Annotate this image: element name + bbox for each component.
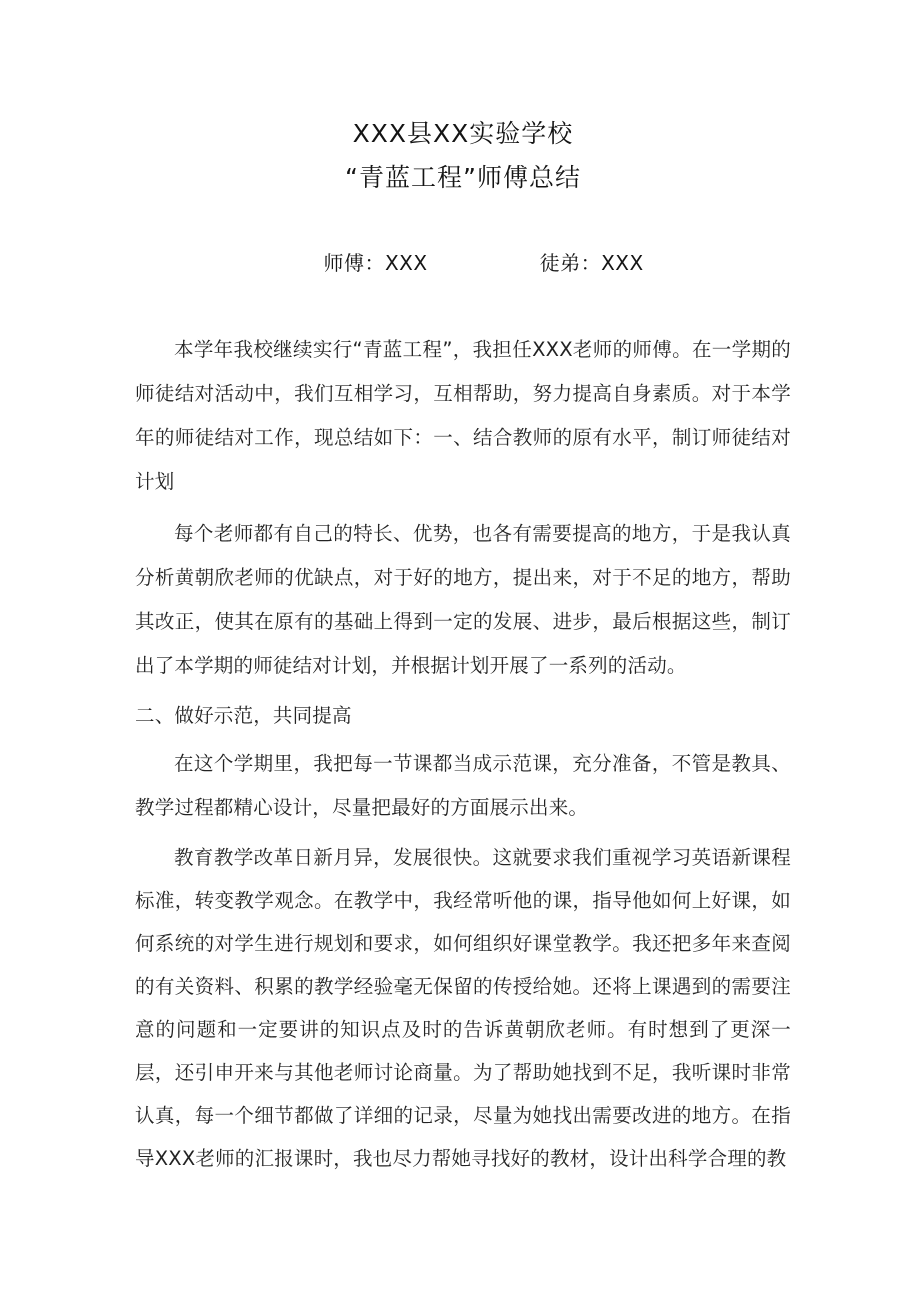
document-title-line-1: XXX县XX实验学校 — [352, 119, 574, 148]
body-paragraph-1: 本学年我校继续实行“青蓝工程”，我担任XXX老师的师傅。在一学期的师徒结对活动中，我们互相学习，互相帮助，努力提高自身素质。对于本学年的师徒结对工作，现总结如下：一、结合教师的原有水平，制订师徒结对计划 — [135, 338, 791, 493]
mentor-apprentice-line — [135, 212, 791, 314]
body-paragraph-4: 教育教学改革日新月异，发展很快。这就要求我们重视学习英语新课程标准，转变教学观念。在教学中，我经常听他的课，指导他如何上好课，如何系统的对学生进行规划和要求，如何组织好课堂教学。我还把多年来查阅的有关资料、积累的教学经验毫无保留的传授给她。还将上课遇到的需要注意的问题和一定要讲的知识点及时的告诉黄朝欣老师。有时想到了更深一层，还引申开来与其他老师讨论商量。为了帮助她找到不足，我听课时非常认真，每一个细节都做了详细的记录，尽量为她找出需要改进的地方。在指导XXX老师的汇报课时，我也尽力帮她寻找好的教材，设计出科学合理的教 — [135, 846, 791, 1170]
section-heading-2: 二、做好示范，共同提高 — [135, 704, 352, 727]
apprentice-label: 徒弟：XXX — [539, 251, 644, 275]
document-title-line-2: “青蓝工程”师傅总结 — [345, 163, 581, 192]
body-paragraph-3: 在这个学期里，我把每一节课都当成示范课，充分准备，不管是教具、教学过程都精心设计，尽量把最好的方面展示出来。 — [135, 752, 791, 819]
mentor-label: 师傅：XXX — [323, 251, 428, 275]
body-paragraph-2: 每个老师都有自己的特长、优势，也各有需要提高的地方，于是我认真分析黄朝欣老师的优缺点，对于好的地方，提出来，对于不足的地方，帮助其改正，使其在原有的基础上得到一定的发展、进步，最后根据这些，制订出了本学期的师徒结对计划，并根据计划开展了一系列的活动。 — [135, 522, 791, 677]
document-content — [135, 0, 791, 1180]
